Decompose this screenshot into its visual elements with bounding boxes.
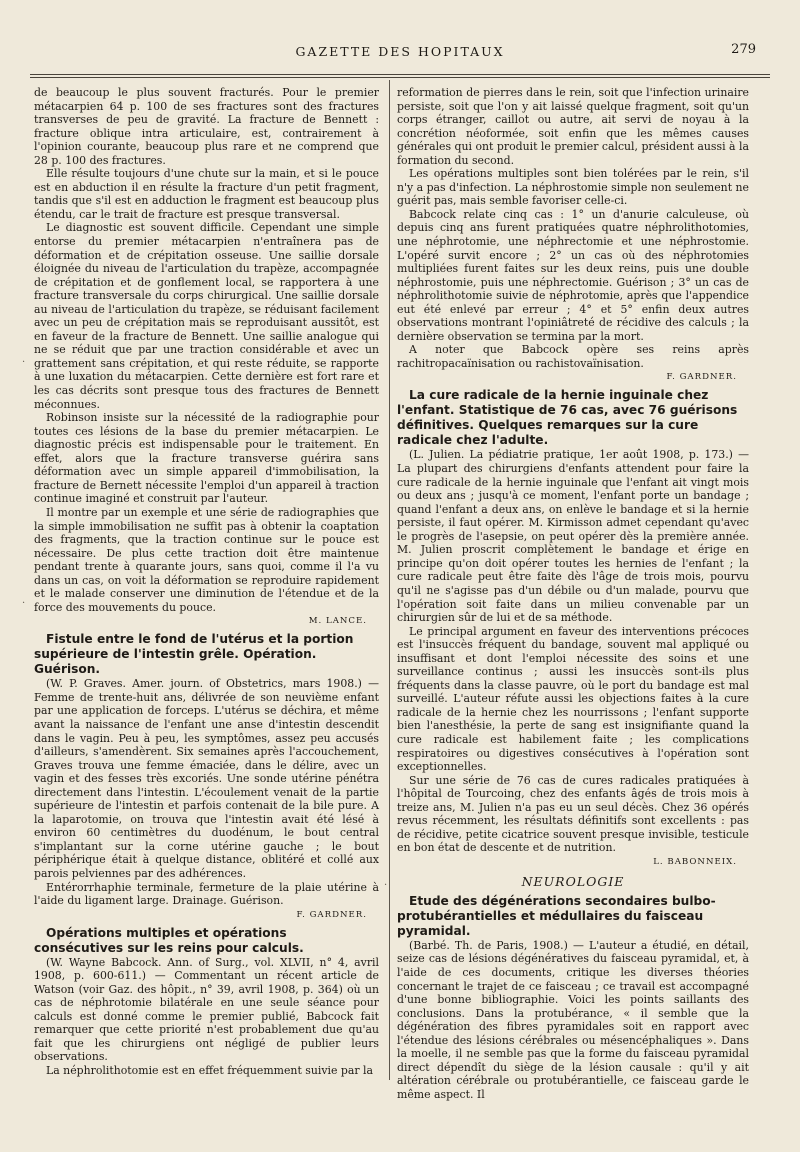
header-rule-bottom xyxy=(30,77,770,78)
running-header xyxy=(30,40,770,64)
column-divider xyxy=(389,80,390,1080)
page-number: 279 xyxy=(731,42,756,57)
paragraph: de beaucoup le plus souvent fracturés. Pour le premier métacarpien 64 p. 100 de ses fractures sont des fractures transverses de peu de gravité. La fracture de Bennett : fracture oblique intra articulaire, est, contrairement à l'opinion courante, beaucoup plus rare et ne comprend que 28 p. 100 des fractures. xyxy=(34,86,379,167)
margin-dot: · xyxy=(22,357,26,368)
paragraph: Les opérations multiples sont bien tolérées par le rein, s'il n'y a pas d'infection. La néphrostomie simple non seulement ne guérit pas, mais semble favoriser celle-ci. xyxy=(397,167,749,208)
author-signature: F. GARDNER. xyxy=(296,909,367,920)
article-title: Etude des dégénérations secondaires bulbo-protubérantielles et médullaires du faisceau pyramidal. xyxy=(397,893,716,938)
article-body: (W. P. Graves. Amer. journ. of Obstetrics, mars 1908.) — Femme de trente-huit ans, délivrée de son neuvième enfant par une application de forceps. L'utérus se déchira, et même avant la naissance de l'enfant une anse d'intestin descendit dans le vagin. Peu à peu, les symptômes, assez peu accusés d'ailleurs, s'amendèrent. Six semaines après l'accouchement, Graves trouva une femme émaciée, dans le délire, avec un vagin et des fesses très excoriés. Une sonde utérine pénétra directement dans l'intestin. L'écoulement venait de la partie supérieure de l'intestin et parfois contenait de la bile pure. A la laparotomie, on trouva que l'intestin avait été lésé à environ 60 centimètres du duodénum, le bout central s'implantant sur la corne utérine gauche ; le bout périphérique était à quelque distance, oblitéré et collé aux parois pelviennes par des adhérences. xyxy=(34,677,379,880)
paragraph: Robinson insiste sur la nécessité de la radiographie pour toutes ces lésions de la base du premier métacarpien. Le diagnostic précis est indispensable pour le traitement. En effet, alors que la fracture transverse guérira sans déformation avec un simple appareil d'immobilisation, la fracture de Bernett nécessite l'emploi d'un appareil à traction continue imaginé et construit par l'auteur. xyxy=(34,411,379,506)
article-title: Fistule entre le fond de l'utérus et la portion supérieure de l'intestin grêle. Opération. Guérison. xyxy=(34,632,354,677)
journal-title: GAZETTE DES HOPITAUX xyxy=(295,44,505,59)
paragraph: Le diagnostic est souvent difficile. Cependant une simple entorse du premier métacarpien n'entraînera pas de déformation et de crépitation osseuse. Une saillie dorsale éloignée du niveau de l'articulation du trapèze, accompagnée de crépitation et de gonflement local, se rapportera à une fracture transversale du corps chirurgical. Une saillie dorsale au niveau de l'articulation du trapèze, se réduisant facilement avec un peu de crépitation mais se reproduisant aussitôt, est en faveur de la fracture de Bennett. Une saillie analogue qui ne se réduit que par une traction considérable et avec un grattement sans crépitation, et qui reste réduite, se rapporte à une luxation du métacarpien. Cette dernière est fort rare et les cas décrits sont presque tous des fractures de Bennett méconnues. xyxy=(34,221,379,411)
article-body: (L. Julien. La pédiatrie pratique, 1er août 1908, p. 173.) — La plupart des chirurgiens d'enfants attendent pour faire la cure radicale de la hernie inguinale que l'enfant ait vingt mois ou deux ans ; jusqu'à ce moment, l'enfant porte un bandage ; quand l'enfant a deux ans, on enlève le bandage et si la hernie persiste, il faut opérer. M. Kirmisson admet cependant qu'avec le progrès de l'asepsie, on peut opérer dès la première année. M. Julien proscrit complètement le bandage et érige en principe qu'on doit opérer toutes les hernies de l'enfant ; la cure radicale peut être faite dès l'âge de trois mois, pourvu qu'il ne s'agisse pas d'un débile ou d'un malade, pourvu que l'opération soit faite dans un milieu convenable par un chirurgien sûr de lui et de sa méthode. xyxy=(397,448,749,625)
right-column xyxy=(397,86,749,1101)
article-body: (Barbé. Th. de Paris, 1908.) — L'auteur a étudié, en détail, seize cas de lésions dégénératives du faisceau pyramidal, et, à l'aide de ces documents, critique les diverses théories concernant le trajet de ce faisceau ; ce travail est accompagné d'une bonne bibliographie. Voici les points saillants des conclusions. Dans la protubérance, « il semble que la dégénération des fibres pyramidales soit en rapport avec l'étendue des lésions cérébrales ou mésencéphaliques ». Dans la moelle, il ne semble pas que la forme du faisceau pyramidal direct dépendît du siège de la lésion causale : qu'il y ait altération cérébrale ou protubérantielle, ce faisceau garde le même aspect. Il xyxy=(397,938,749,1101)
author-signature: M. LANCE. xyxy=(308,616,367,627)
left-column xyxy=(34,86,379,1078)
article-body: (W. Wayne Babcock. Ann. of Surg., vol. XLVII, n° 4, avril 1908, p. 600-611.) — Commentant un récent article de Watson (voir Gaz. des hôpit., n° 39, avril 1908, p. 364) où un cas de néphrotomie bilatérale en une seule séance pour calculs est donné comme le premier publié, Babcock fait remarquer que cette priorité n'est probablement due qu'au fait que les chirurgiens ont négligé de publier leurs observations. xyxy=(34,955,379,1064)
margin-dot: · xyxy=(22,598,26,609)
paragraph: Le principal argument en faveur des interventions précoces est l'insuccès fréquent du bandage, souvent mal appliqué ou insuffisant et dont l'emploi nécessite des soins et une surveillance continus ; aussi les insuccès sont-ils plus fréquents dans la classe pauvre, où le port du bandage est mal surveillé. L'auteur réfute aussi les objections faites à la cure radicale de la hernie chez les nourrissons ; l'enfant supporte bien l'anesthésie, la perte de sang est insignifiante quand la cure radicale est habilement faite ; les complications respiratoires ou digestives consécutives à l'opération sont exceptionnelles. xyxy=(397,624,749,774)
paragraph: Babcock relate cinq cas : 1° un d'anurie calculeuse, où depuis cinq ans furent pratiquées quatre néphrolithotomies, une néphrotomie, une néphrectomie et une néphrostomie. L'opéré survit encore ; 2° un cas où des néphrotomies multipliées furent faites sur les deux reins, puis une double néphrostomie, puis une néphrectomie. Guérison ; 3° un cas de néphrolithotomie suivie de néphrotomie, après que l'appendice eut été enlevé par erreur ; 4° et 5° enfin deux autres observations montrant l'opiniâtreté de récidive des calculs ; la dernière observation se termina par la mort. xyxy=(397,207,749,343)
paragraph: Elle résulte toujours d'une chute sur la main, et si le pouce est en abduction il en résulte la fracture d'un petit fragment, tandis que s'il est en adduction le fragment est beaucoup plus étendu, car le trait de fracture est presque transversal. xyxy=(34,167,379,221)
paragraph: reformation de pierres dans le rein, soit que l'infection urinaire persiste, soit que l'on y ait laissé quelque fragment, soit qu'un corps étranger, caillot ou autre, ait servi de noyau à la concrétion néoformée, soit enfin que les mêmes causes générales qui ont produit le premier calcul, président aussi à la formation du second. xyxy=(397,86,749,167)
section-heading: NEUROLOGIE xyxy=(521,873,625,889)
paragraph: A noter que Babcock opère ses reins après rachitropacaïnisation ou rachistovaïnisation. xyxy=(397,343,749,370)
article-title: Opérations multiples et opérations consécutives sur les reins pour calculs. xyxy=(34,925,304,955)
paragraph: Entérorrhaphie terminale, fermeture de la plaie utérine à l'aide du ligament large. Drainage. Guérison. xyxy=(34,880,379,908)
author-signature: F. GARDNER. xyxy=(666,372,737,383)
article-title: La cure radicale de la hernie inguinale chez l'enfant. Statistique de 76 cas, avec 76 guérisons définitives. Quelques remarques sur la cure radicale chez l'adulte. xyxy=(397,388,738,448)
paragraph: Sur une série de 76 cas de cures radicales pratiquées à l'hôpital de Tourcoing, chez des enfants âgés de trois mois à treize ans, M. Julien n'a pas eu un seul décès. Chez 36 opérés revus récemment, les résultats définitifs sont excellents : pas de récidive, petite cicatrice souvent presque invisible, testicule en bon état de descente et de nutrition. xyxy=(397,773,749,855)
paragraph: Il montre par un exemple et une série de radiographies que la simple immobilisation ne suffit pas à obtenir la coaptation des fragments, que la traction continue sur le pouce est nécessaire. De plus cette traction doit être maintenue pendant trente à quarante jours, sans quoi, comme il l'a vu dans un cas, on voit la déformation se reproduire rapidement et le malade conserver une diminution de l'étendue et de la force des mouvements du pouce. xyxy=(34,505,379,614)
margin-dot: · xyxy=(384,880,388,891)
author-signature: L. BABONNEIX. xyxy=(653,856,737,867)
header-rule-top xyxy=(30,74,770,75)
paragraph: La néphrolithotomie est en effet fréquemment suivie par la xyxy=(46,1064,374,1077)
